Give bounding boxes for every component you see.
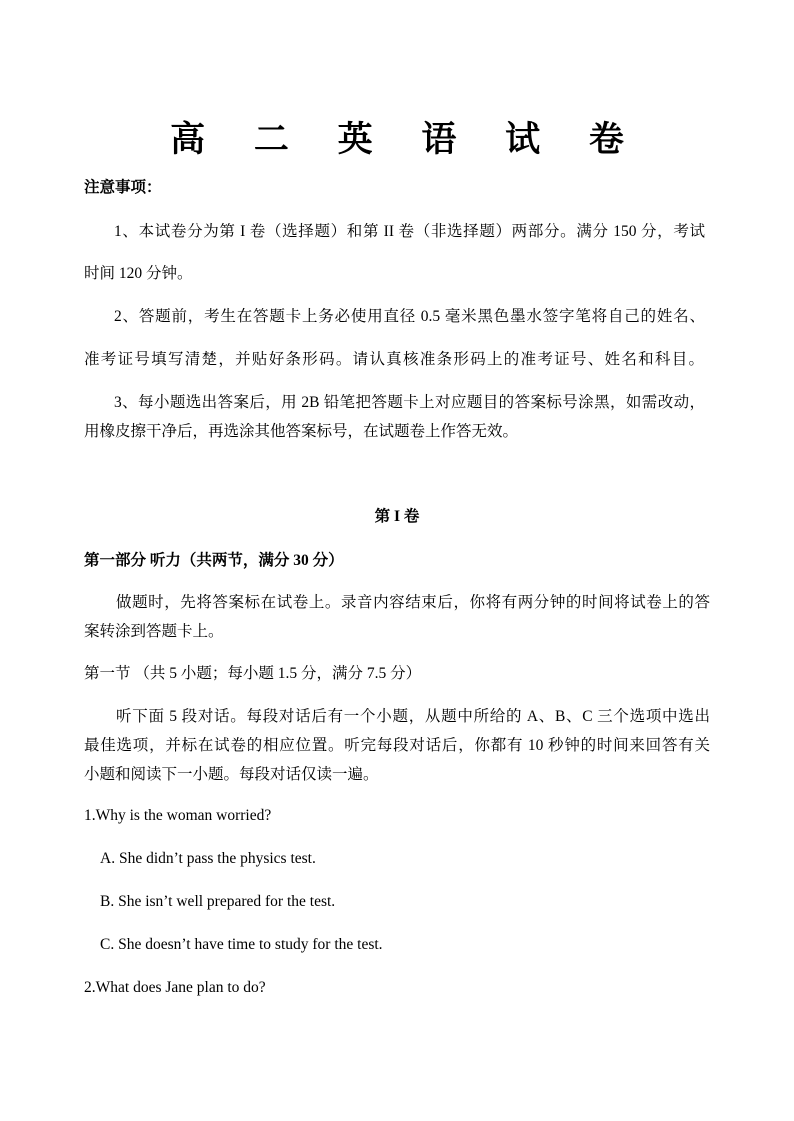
section-1-heading: 第一节 （共 5 小题；每小题 1.5 分，满分 7.5 分） [84, 665, 422, 682]
notice-3-line-1: 3、每小题选出答案后，用 2B 铅笔把答题卡上对应题目的答案标号涂黑，如需改动， [114, 394, 705, 411]
notice-2-line-1: 2、答题前，考生在答题卡上务必使用直径 0.5 毫米黑色墨水签字笔将自己的姓名、 [114, 308, 705, 325]
part-1-instruction-line-2: 案转涂到答题卡上。 [84, 623, 224, 640]
section-1-instruction-line-1: 听下面 5 段对话。每段对话后有一个小题，从题中所给的 A、B、C 三个选项中选出 [116, 708, 710, 725]
question-1-stem: 1.Why is the woman worried? [84, 807, 272, 824]
section-1-instruction-line-2: 最佳选项，并标在试卷的相应位置。听完每段对话后，你都有 10 秒钟的时间来回答有关 [84, 737, 710, 754]
part-1-instruction-line-1: 做题时，先将答案标在试卷上。录音内容结束后，你将有两分钟的时间将试卷上的答 [116, 594, 710, 611]
notice-1-line-1: 1、本试卷分为第 I 卷（选择题）和第 II 卷（非选择题）两部分。满分 150 分，考试 [114, 223, 705, 240]
question-1-option-c: C. She doesn’t have time to study for the test. [100, 936, 383, 953]
part-1-heading: 第一部分 听力（共两节，满分 30 分） [84, 552, 344, 569]
notice-3-line-2: 用橡皮擦干净后，再选涂其他答案标号，在试题卷上作答无效。 [84, 423, 519, 440]
question-1-option-a: A. She didn’t pass the physics test. [100, 850, 316, 867]
exam-title: 高 二 英 语 试 卷 [170, 120, 644, 159]
question-1-option-b: B. She isn’t well prepared for the test. [100, 893, 336, 910]
section-1-instruction-line-3: 小题和阅读下一小题。每段对话仅读一遍。 [84, 766, 379, 783]
notice-1-line-2: 时间 120 分钟。 [84, 265, 193, 282]
notice-heading: 注意事项： [84, 179, 162, 196]
question-2-stem: 2.What does Jane plan to do? [84, 979, 266, 996]
notice-2-line-2: 准考证号填写清楚，并贴好条形码。请认真核准条形码上的准考证号、姓名和科目。 [84, 351, 704, 368]
volume-title: 第 I 卷 [374, 508, 420, 525]
